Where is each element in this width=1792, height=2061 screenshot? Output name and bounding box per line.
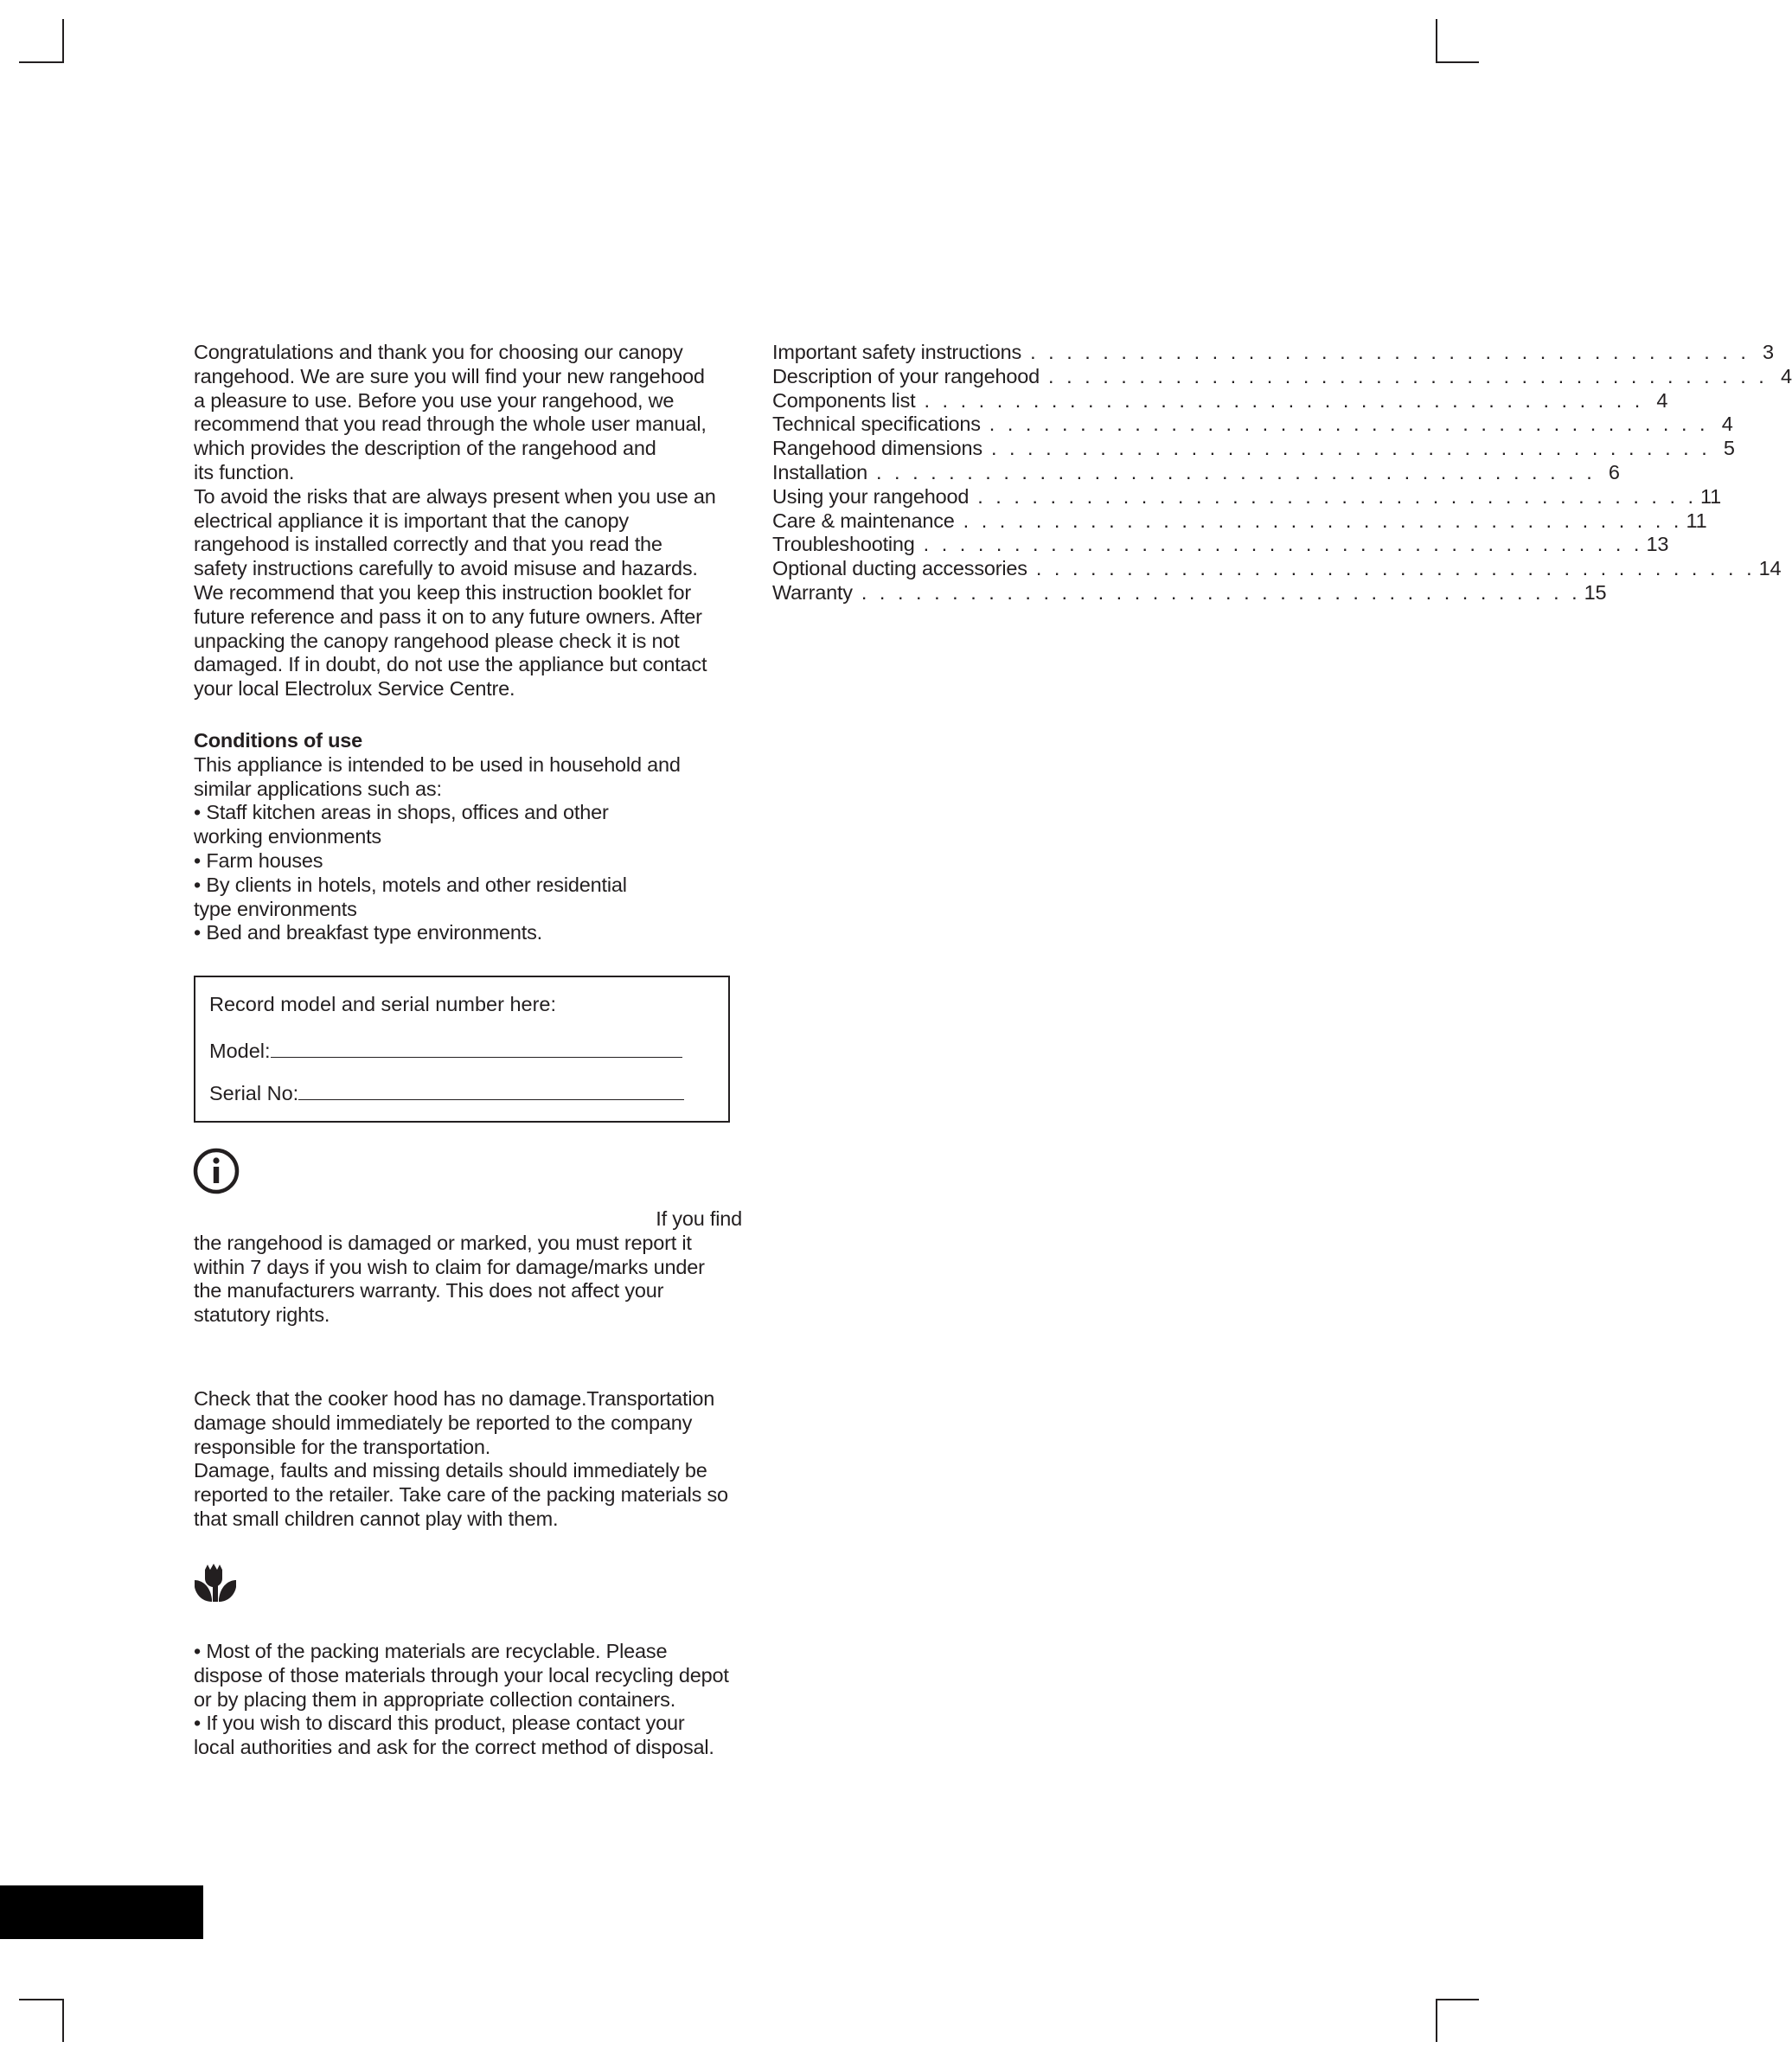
crop-mark-bottom-right-h — [1436, 1999, 1479, 2000]
environment-item: • If you wish to discard this product, please contact your local authorities and ask for the correct method of disposal. — [194, 1712, 714, 1759]
toc-title: Care & maintenance — [772, 509, 955, 532]
damage-note — [194, 1207, 747, 1328]
toc-leader-dots: . . . . . . . . . . . . . . . . . . . . . . . . . . . . . . . . . . . . . . . . — [989, 413, 1709, 436]
crop-mark-bottom-left-v — [62, 1999, 64, 2042]
toc-leader-dots: . . . . . . . . . . . . . . . . . . . . . . . . . . . . . . . . . . . . . . . . — [861, 580, 1581, 604]
toc-page: 4 — [1721, 413, 1733, 436]
toc-page: 4 — [1780, 364, 1792, 387]
conditions-item: • Staff kitchen areas in shops, offices and other working envionments — [194, 801, 609, 848]
toc-leader-dots: . . . . . . . . . . . . . . . . . . . . . . . . . . . . . . . . . . . . . . . . — [923, 533, 1643, 556]
check-section — [194, 1387, 747, 1532]
damage-note-body: the rangehood is damaged or marked, you must report it within 7 days if you wish to claim for damage/marks under the manufacturers warranty. This does not affect your statutory rights. — [194, 1231, 705, 1327]
info-circle-icon — [193, 1148, 240, 1194]
toc-leader-dots: . . . . . . . . . . . . . . . . . . . . . . . . . . . . . . . . . . . . . . . . — [1035, 557, 1756, 580]
toc-page: 13 — [1646, 533, 1669, 556]
damage-note-lead: If you find — [656, 1207, 742, 1230]
toc-leader-dots: . . . . . . . . . . . . . . . . . . . . . . . . . . . . . . . . . . . . . . . . — [963, 509, 1683, 532]
toc-leader-dots: . . . . . . . . . . . . . . . . . . . . . . . . . . . . . . . . . . . . . . . . — [977, 484, 1698, 508]
check-paragraph-2: Damage, faults and missing details should immediately be reported to the retailer. Take care of the packing materials so that small children cannot play with them. — [194, 1459, 728, 1530]
toc-title: Description of your rangehood — [772, 364, 1040, 387]
toc-row[interactable] — [772, 413, 1733, 437]
intro-paragraph-2: To avoid the risks that are always present when you use an electrical appliance it is important that the canopy rangehood is installed correctly and that you read the safety instructions carefully to avoid misuse and hazards. We recommend that you keep this instruction booklet for future reference and pass it on to any future owners. After unpacking the canopy rangehood please check it is not damaged. If in doubt, do not use the appliance but contact your local Electrolux Service Centre. — [194, 484, 716, 701]
record-model-serial-box — [194, 976, 730, 1123]
toc-row[interactable] — [772, 437, 1735, 461]
toc-row[interactable] — [772, 557, 1782, 581]
toc-row[interactable] — [772, 580, 1607, 605]
serial-blank-line — [298, 1084, 684, 1100]
conditions-body: This appliance is intended to be used in household and similar applications such as: — [194, 752, 681, 800]
intro-paragraph-1: Congratulations and thank you for choosing our canopy rangehood. We are sure you will find your new rangehood a pleasure to use. Before you use your rangehood, we recommend that you read through the whole user manual, which provides the description of the rangehood and its function. — [194, 341, 707, 483]
toc-title: Rangehood dimensions — [772, 437, 982, 460]
toc-page: 4 — [1656, 388, 1668, 412]
model-blank-line — [271, 1041, 682, 1058]
page-tab-marker — [0, 1885, 203, 1939]
environment-section — [194, 1640, 747, 1760]
toc-leader-dots: . . . . . . . . . . . . . . . . . . . . . . . . . . . . . . . . . . . . . . . . — [875, 460, 1596, 483]
toc-title: Technical specifications — [772, 413, 981, 436]
toc-page: 11 — [1700, 484, 1722, 508]
toc-title: Warranty — [772, 580, 853, 604]
conditions-item: • Bed and breakfast type environments. — [194, 921, 542, 944]
toc-leader-dots: . . . . . . . . . . . . . . . . . . . . . . . . . . . . . . . . . . . . . . . . — [990, 437, 1711, 460]
toc-page: 14 — [1758, 557, 1782, 580]
toc-row[interactable] — [772, 460, 1620, 485]
toc-page: 5 — [1723, 437, 1735, 460]
tulip-icon — [193, 1561, 238, 1604]
toc-row[interactable] — [772, 484, 1722, 509]
toc-title: Important safety instructions — [772, 341, 1022, 363]
toc-page: 6 — [1608, 460, 1620, 483]
crop-mark-bottom-right-v — [1436, 1999, 1437, 2042]
intro-section — [194, 341, 747, 945]
toc-row[interactable] — [772, 533, 1669, 557]
model-field — [209, 1040, 682, 1063]
toc-leader-dots: . . . . . . . . . . . . . . . . . . . . . . . . . . . . . . . . . . . . . . . . — [924, 388, 1644, 412]
toc-row[interactable] — [772, 364, 1792, 389]
toc-row[interactable] — [772, 341, 1774, 365]
crop-mark-top-left-h — [19, 61, 64, 63]
crop-mark-top-right-h — [1436, 61, 1479, 63]
crop-mark-bottom-left-h — [19, 1999, 64, 2000]
toc-title: Using your rangehood — [772, 484, 970, 508]
crop-mark-top-right-v — [1436, 19, 1437, 62]
crop-mark-top-left-v — [62, 19, 64, 62]
toc-title: Components list — [772, 388, 916, 412]
conditions-heading: Conditions of use — [194, 728, 363, 752]
toc-leader-dots: . . . . . . . . . . . . . . . . . . . . . . . . . . . . . . . . . . . . . . . . — [1048, 364, 1768, 387]
toc-title: Optional ducting accessories — [772, 557, 1027, 580]
record-title: Record model and serial number here: — [209, 993, 557, 1015]
toc-title: Installation — [772, 460, 867, 483]
check-paragraph-1: Check that the cooker hood has no damage.Transportation damage should immediately be reported to the company responsible for the transportation. — [194, 1387, 715, 1458]
table-of-contents — [772, 341, 1792, 605]
toc-row[interactable] — [772, 388, 1668, 413]
serial-field — [209, 1082, 684, 1105]
toc-leader-dots: . . . . . . . . . . . . . . . . . . . . . . . . . . . . . . . . . . . . . . . . — [1030, 341, 1750, 363]
toc-page: 15 — [1584, 580, 1607, 604]
environment-item: • Most of the packing materials are recyclable. Please dispose of those materials through your local recycling depot or by placing them in appropriate collection containers. — [194, 1640, 729, 1711]
model-label: Model: — [209, 1040, 271, 1062]
conditions-item: • By clients in hotels, motels and other residential type environments — [194, 873, 627, 920]
conditions-item: • Farm houses — [194, 848, 323, 872]
toc-row[interactable] — [772, 509, 1707, 534]
toc-page: 3 — [1763, 341, 1774, 363]
toc-title: Troubleshooting — [772, 533, 915, 556]
serial-label: Serial No: — [209, 1082, 299, 1104]
toc-page: 11 — [1686, 509, 1707, 532]
